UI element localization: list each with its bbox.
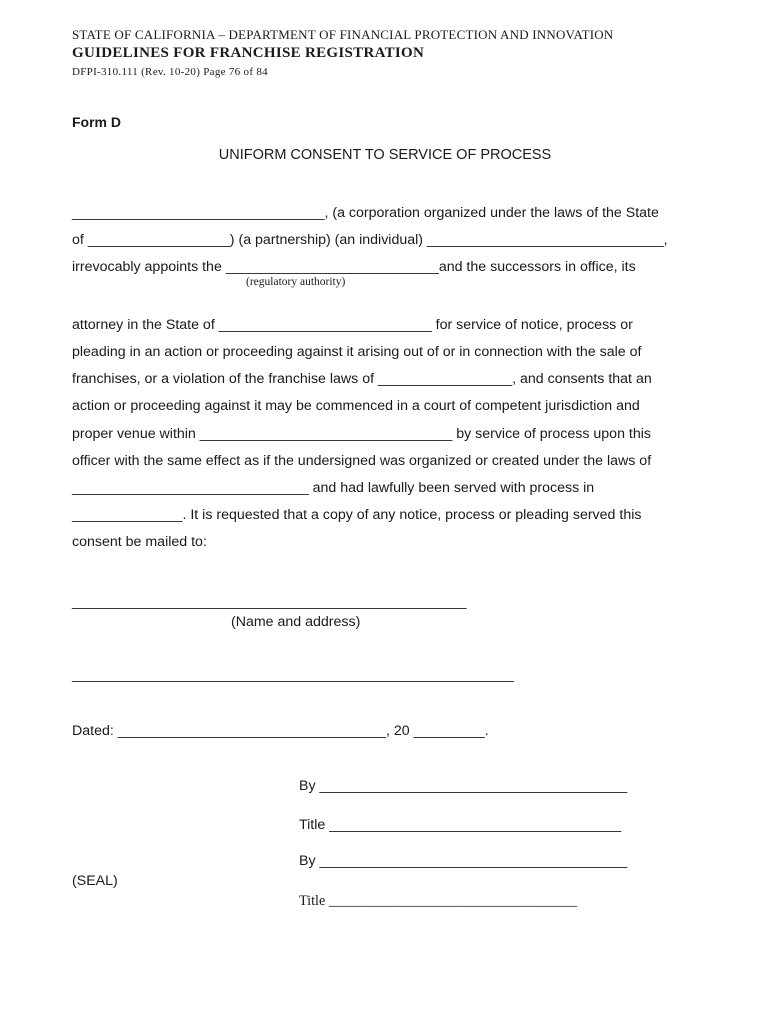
form-title: UNIFORM CONSENT TO SERVICE OF PROCESS	[218, 147, 552, 163]
body-line: ______________. It is requested that a copy of any notice, process or pleading served this	[72, 507, 642, 523]
regulatory-authority-note: (regulatory authority)	[246, 276, 346, 288]
body-line: action or proceeding against it may be commenced in a court of competent jurisdiction and	[72, 398, 640, 414]
body-line: officer with the same effect as if the undersigned was organized or created under the laws of	[72, 453, 652, 469]
name-address-caption: (Name and address)	[231, 614, 361, 630]
signature-title-line: Title ___________________________________	[299, 893, 578, 909]
body-line: of __________________) (a partnership) (an individual) ______________________________,	[72, 232, 668, 248]
body-line: irrevocably appoints the ___________________________and the successors in office, its	[72, 259, 636, 275]
address-line: ________________________________________________________	[72, 667, 514, 683]
body-line: ________________________________, (a corporation organized under the laws of the State	[72, 205, 659, 221]
body-line: consent be mailed to:	[72, 534, 207, 550]
body-line: attorney in the State of ___________________________ for service of notice, process or	[72, 317, 633, 333]
signature-title-line: Title _____________________________________	[299, 817, 622, 833]
seal-label: (SEAL)	[72, 873, 118, 889]
mail-to-line: __________________________________________________	[72, 594, 467, 610]
dated-line: Dated: __________________________________, 20 _________.	[72, 723, 489, 739]
agency-header: STATE OF CALIFORNIA – DEPARTMENT OF FINANCIAL PROTECTION AND INNOVATION	[72, 27, 614, 42]
body-line: ______________________________ and had lawfully been served with process in	[72, 480, 595, 496]
body-line: pleading in an action or proceeding against it arising out of or in connection with the sale of	[72, 344, 642, 360]
signature-by-line: By _______________________________________	[299, 853, 628, 869]
document-reference: DFPI-310.111 (Rev. 10-20) Page 76 of 84	[72, 66, 268, 78]
form-label: Form D	[72, 114, 121, 130]
signature-by-line: By _______________________________________	[299, 778, 628, 794]
body-line: franchises, or a violation of the franchise laws of _________________, and consents that an	[72, 371, 652, 387]
guidelines-title: GUIDELINES FOR FRANCHISE REGISTRATION	[72, 45, 425, 61]
body-line: proper venue within ________________________________ by service of process upon this	[72, 426, 651, 442]
